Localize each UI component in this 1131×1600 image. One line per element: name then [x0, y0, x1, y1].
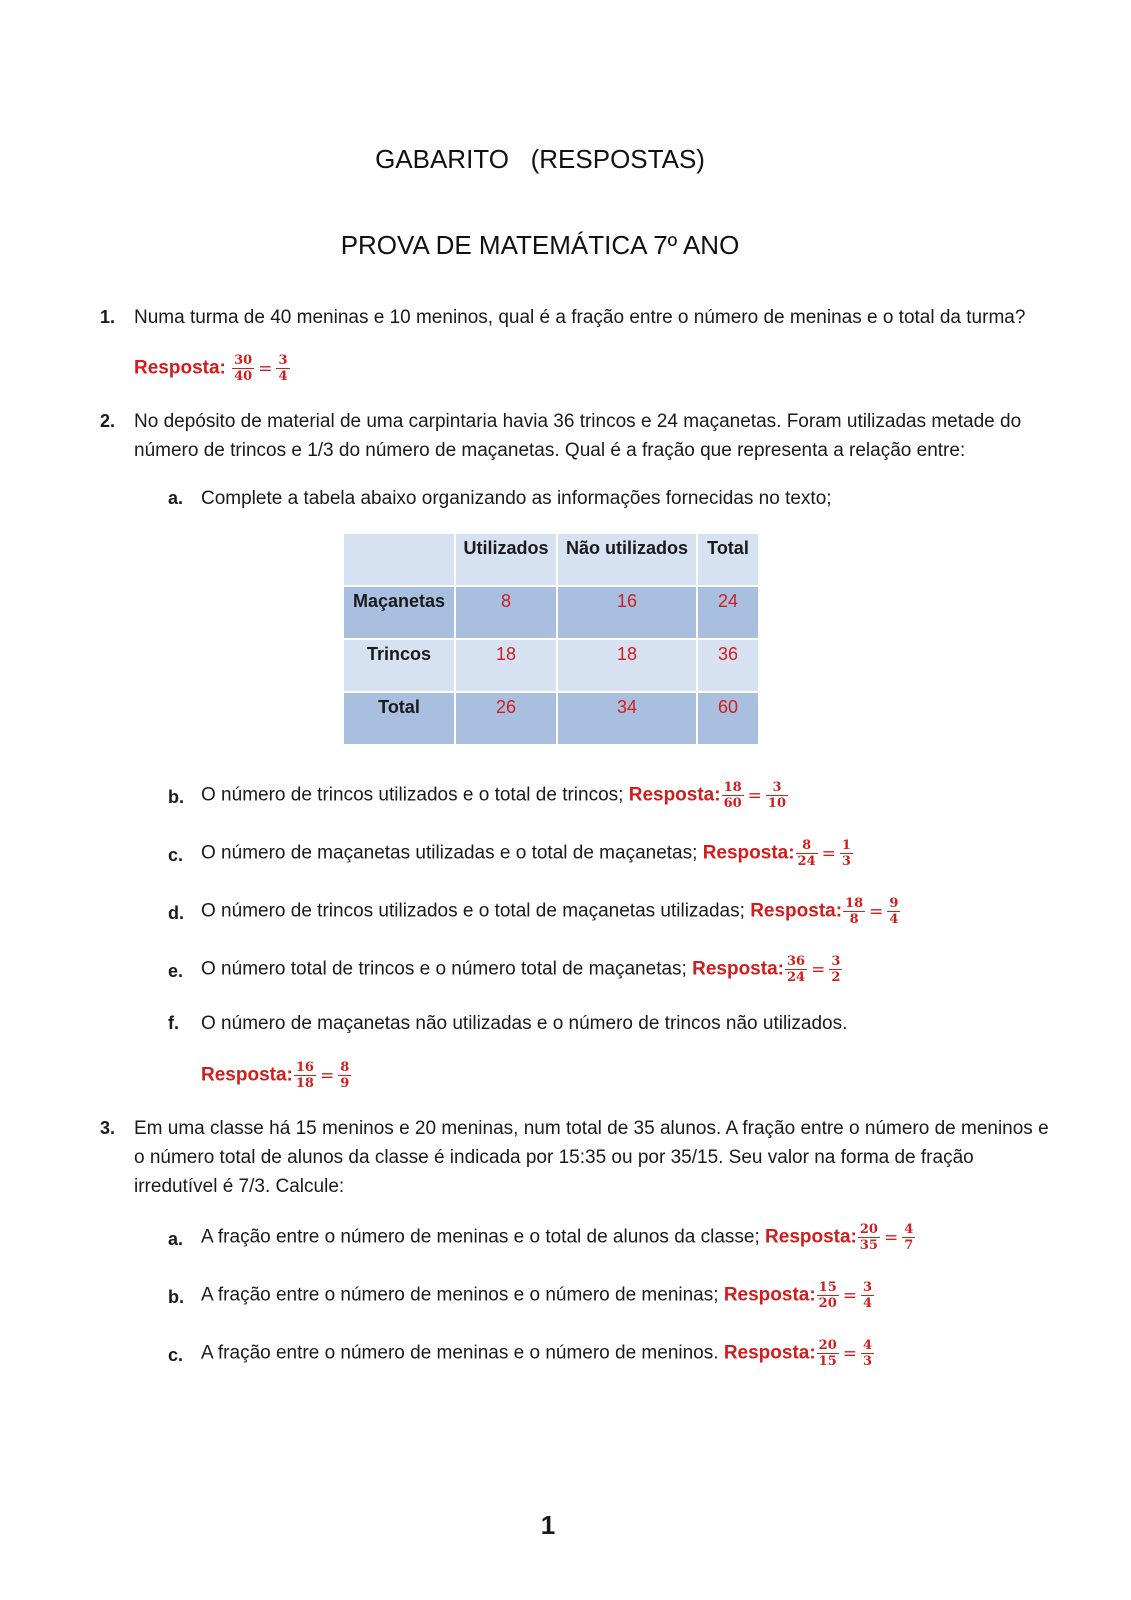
table-row-label: Total — [343, 692, 455, 745]
fraction: $\frac{1}{3}$ — [841, 838, 851, 869]
question-2f-text: O número de maçanetas não utilizadas e o número de trincos não utilizados. — [201, 1013, 848, 1034]
question-3c-letter: c. — [168, 1345, 184, 1365]
question-1-text: Numa turma de 40 meninas e 10 meninos, qual é a fração entre o número de meninas e o total da turma? — [134, 307, 1026, 328]
answer-key-title: GABARITO (RESPOSTAS) — [375, 144, 705, 174]
fraction: $\frac{3}{2}$ — [831, 954, 841, 985]
fraction: $\frac{3}{4}$ — [278, 353, 288, 384]
fraction: $\frac{3}{10}$ — [767, 780, 787, 811]
table-row-label: Trincos — [343, 639, 455, 692]
question-2-number: 2. — [100, 411, 116, 431]
fraction: $\frac{20}{15}$ — [818, 1338, 837, 1369]
table-cell: 18 — [455, 639, 557, 692]
answer-label: Resposta: — [201, 1064, 293, 1086]
question-2d-text: O número de trincos utilizados e o total de maçanetas utilizadas; — [201, 900, 745, 922]
answer-label: Resposta: — [628, 784, 721, 806]
question-3b-text: A fração entre o número de meninos e o número de meninas; — [201, 1284, 719, 1306]
fraction: $\frac{4}{7}$ — [904, 1222, 914, 1253]
question-2a-letter: a. — [168, 488, 184, 508]
fraction: $\frac{20}{35}$ — [859, 1222, 878, 1253]
question-3a-text: A fração entre o número de meninas e o total de alunos da classe; — [201, 1226, 760, 1248]
fraction: $\frac{16}{18}$ — [295, 1060, 314, 1091]
question-2d: O número de trincos utilizados e o total de maçanetas utilizadas; Resposta: $\frac{18}{8}$ = $\frac{9}{4}$ — [201, 896, 899, 927]
question-3c: A fração entre o número de meninas e o número de meninos. Resposta: $\frac{20}{15}$ = $\frac{4}{3}$ — [201, 1338, 873, 1369]
question-2-line-1: No depósito de material de uma carpintaria havia 36 trincos e 24 maçanetas. Foram utilizadas metade do — [134, 411, 1022, 432]
table-cell: 18 — [557, 639, 697, 692]
question-2f-answer: Resposta: $\frac{16}{18}$ = $\frac{8}{9}$ — [201, 1060, 350, 1091]
answer-label: Resposta: — [723, 1284, 816, 1306]
answer-label: Resposta: — [702, 842, 795, 864]
question-1-answer: Resposta: $\frac{30}{40}$ = $\frac{3}{4}$ — [134, 353, 288, 384]
question-2b-text: O número de trincos utilizados e o total de trincos; — [201, 784, 624, 806]
table-cell: 36 — [697, 639, 759, 692]
table-row — [343, 639, 759, 692]
table-cell: 26 — [455, 692, 557, 745]
table-header-row — [343, 533, 759, 586]
fraction: $\frac{30}{40}$ — [234, 353, 253, 384]
table-header-cell: Não utilizados — [557, 533, 697, 586]
fraction: $\frac{18}{8}$ — [845, 896, 864, 927]
fraction: $\frac{15}{20}$ — [818, 1280, 837, 1311]
table-row — [343, 586, 759, 639]
table-header-cell: Total — [697, 533, 759, 586]
data-table — [342, 532, 760, 746]
fraction: $\frac{8}{9}$ — [340, 1060, 350, 1091]
question-2f-letter: f. — [168, 1013, 179, 1033]
question-2a-text: Complete a tabela abaixo organizando as informações fornecidas no texto; — [201, 488, 832, 509]
fraction: $\frac{9}{4}$ — [889, 896, 899, 927]
question-3-line-1: Em uma classe há 15 meninos e 20 meninas, num total de 35 alunos. A fração entre o número de meninos e — [134, 1118, 1049, 1139]
question-3b-letter: b. — [168, 1287, 184, 1307]
question-3-number: 3. — [100, 1118, 116, 1138]
question-3-line-3: irredutível é 7/3. Calcule: — [134, 1176, 345, 1197]
question-3a: A fração entre o número de meninas e o total de alunos da classe; Resposta: $\frac{20}{35}$ = $\frac{4}{7}$ — [201, 1222, 914, 1253]
table-cell: 34 — [557, 692, 697, 745]
question-2e-text: O número total de trincos e o número total de maçanetas; — [201, 958, 687, 980]
table-cell: 60 — [697, 692, 759, 745]
table-cell: 8 — [455, 586, 557, 639]
page-number: 1 — [540, 1510, 556, 1540]
table-header-cell — [343, 533, 455, 586]
answer-label: Resposta: — [692, 958, 784, 980]
fraction: $\frac{3}{4}$ — [863, 1280, 873, 1311]
table-cell: 24 — [697, 586, 759, 639]
table-header-cell: Utilizados — [455, 533, 557, 586]
table-row — [343, 692, 759, 745]
question-3-line-2: o número total de alunos da classe é indicada por 15:35 ou por 35/15. Seu valor na forma de fração — [134, 1147, 974, 1168]
exam-title: PROVA DE MATEMÁTICA 7º ANO — [340, 230, 740, 260]
question-3a-letter: a. — [168, 1229, 184, 1249]
fraction: $\frac{4}{3}$ — [863, 1338, 873, 1369]
question-2d-letter: d. — [168, 903, 184, 923]
question-2c: O número de maçanetas utilizadas e o total de maçanetas; Resposta: $\frac{8}{24}$ = $\frac{1}{3}$ — [201, 838, 851, 869]
table-row-label: Maçanetas — [343, 586, 455, 639]
question-2c-text: O número de maçanetas utilizadas e o total de maçanetas; — [201, 842, 698, 864]
question-3c-text: A fração entre o número de meninas e o número de meninos. — [201, 1342, 719, 1364]
answer-label: Resposta: — [134, 357, 226, 379]
fraction: $\frac{8}{24}$ — [797, 838, 816, 869]
question-2e-letter: e. — [168, 961, 184, 981]
question-2b: O número de trincos utilizados e o total de trincos; Resposta: $\frac{18}{60}$ = $\frac{3}{10}$ — [201, 780, 787, 811]
answer-label: Resposta: — [723, 1342, 816, 1364]
answer-label: Resposta: — [750, 900, 843, 922]
question-2b-letter: b. — [168, 787, 184, 807]
question-2-line-2: número de trincos e 1/3 do número de maçanetas. Qual é a fração que representa a relação entre: — [134, 440, 966, 461]
question-1-number: 1. — [100, 307, 116, 327]
fraction: $\frac{18}{60}$ — [723, 780, 742, 811]
question-2c-letter: c. — [168, 845, 184, 865]
table-cell: 16 — [557, 586, 697, 639]
answer-label: Resposta: — [765, 1226, 857, 1248]
question-3b: A fração entre o número de meninos e o número de meninas; Resposta: $\frac{15}{20}$ = $\frac{3}{4}$ — [201, 1280, 873, 1311]
fraction: $\frac{36}{24}$ — [786, 954, 806, 985]
question-2e: O número total de trincos e o número total de maçanetas; Resposta: $\frac{36}{24}$ = $\frac{3}{2}$ — [201, 954, 841, 985]
